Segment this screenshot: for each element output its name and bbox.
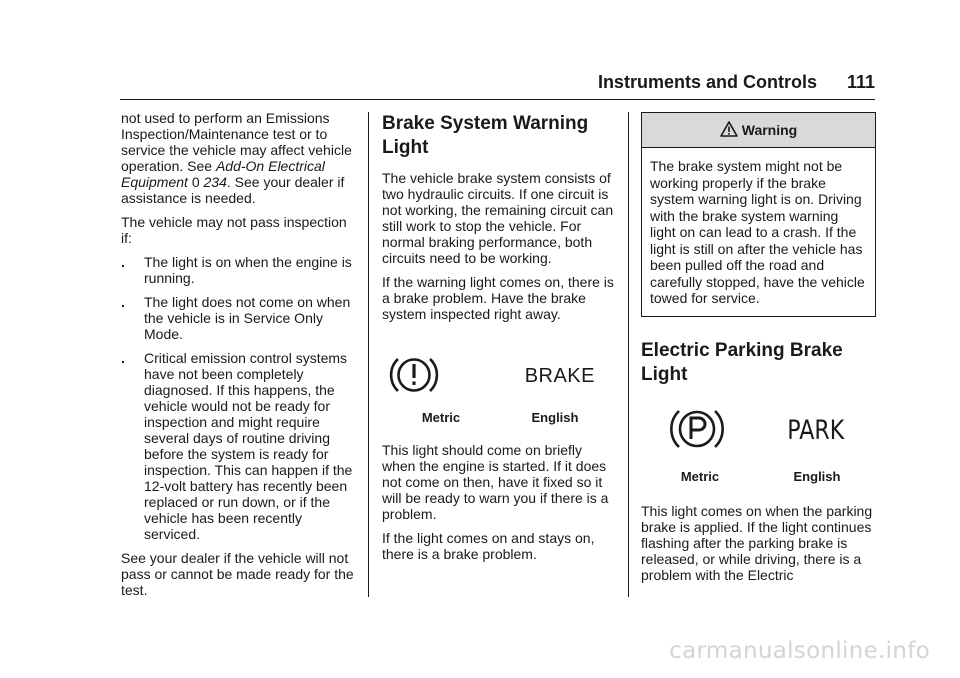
parking-paragraph-1: This light comes on when the parking brake is applied. If the light continues flashing after the parking brake is released, or while driving, there is a problem with the Electric	[641, 502, 873, 583]
list-item	[121, 350, 356, 542]
xref-title[interactable]: Add-On Electrical Equipment	[121, 158, 325, 190]
brake-paragraph-2: If the warning light comes on, there is a brake problem. Have the brake system inspected right away.	[382, 274, 614, 322]
watermark: carmanualsonline.info	[669, 638, 930, 664]
column-2	[382, 112, 617, 570]
warning-title: Warning	[741, 122, 798, 138]
list-item	[121, 254, 356, 286]
brake-warning-exclamation-icon	[386, 351, 442, 402]
column-divider-1	[368, 112, 369, 597]
label-english: English	[531, 410, 579, 425]
page-header	[120, 72, 875, 98]
brake-paragraph-3: This light should come on briefly when the engine is started. If it does not come on then, have it fixed so it will be ready to warn you if there is a problem.	[382, 442, 609, 522]
warning-body: The brake system might not be working properly if the brake system warning light is on. Driving with the brake system warning light on can lead to a crash. If the light is still on after the vehicle has been pulled off the road and carefully stopped, have the vehicle towed for service.	[650, 158, 865, 306]
brake-paragraph-4: If the light comes on and stays on, there is a brake problem.	[382, 530, 595, 562]
list-item	[121, 294, 356, 342]
park-word-icon: PARK	[786, 414, 844, 446]
park-icon-labels	[641, 469, 876, 485]
label-metric: Metric	[421, 410, 461, 425]
brake-warning-heading: Brake System Warning Light	[382, 113, 589, 158]
park-icons-row	[641, 401, 876, 461]
intro-paragraph	[121, 110, 356, 206]
bullet-mark: .	[121, 254, 125, 270]
bullet-mark: .	[121, 350, 125, 366]
header-rule	[120, 99, 875, 100]
dealer-paragraph: See your dealer if the vehicle will not pass or cannot be made ready for the test.	[121, 550, 354, 598]
column-divider-2	[628, 112, 629, 597]
warning-symbol-icon	[720, 121, 738, 140]
column-3	[641, 112, 876, 591]
label-english: English	[793, 468, 841, 484]
intro-text-end: . See your dealer if assistance is needed.	[121, 174, 345, 206]
brake-icon-labels	[382, 410, 617, 426]
bullet-mark: .	[121, 294, 125, 310]
label-metric: Metric	[680, 468, 720, 484]
warning-header	[642, 113, 875, 148]
page-number: 111	[846, 72, 875, 92]
xref-symbol: 0	[191, 174, 200, 190]
brake-icons-row	[382, 348, 617, 404]
bullet-text: The light does not come on when the vehicle is in Service Only Mode.	[144, 294, 351, 342]
brake-paragraph-1: The vehicle brake system consists of two hydraulic circuits. If one circuit is not working, the remaining circuit can still work to stop the vehicle. For normal braking performance, both circuits need to be working.	[382, 170, 614, 266]
column-1	[121, 110, 356, 606]
intro-text: not used to perform an Emissions Inspection/Maintenance test or to service the vehicle may affect vehicle operation. See	[121, 110, 352, 174]
warning-box	[641, 112, 876, 317]
brake-word-icon: BRAKE	[524, 365, 595, 387]
xref-page[interactable]: 234	[203, 174, 227, 190]
section-title: Instruments and Controls	[597, 72, 817, 92]
inspection-intro: The vehicle may not pass inspection if:	[121, 214, 347, 246]
parking-brake-heading: Electric Parking Brake Light	[641, 339, 843, 385]
parking-brake-p-icon	[665, 403, 729, 458]
bullet-text: The light is on when the engine is running.	[144, 254, 352, 286]
bullet-text: Critical emission control systems have not been completely diagnosed. If this happens, the vehicle would not be ready for inspection and might require several days of routine driving before the system is ready for inspection. This can happen if the 12-volt battery has recently been replaced or run down, or if the vehicle has been recently serviced.	[144, 350, 353, 542]
